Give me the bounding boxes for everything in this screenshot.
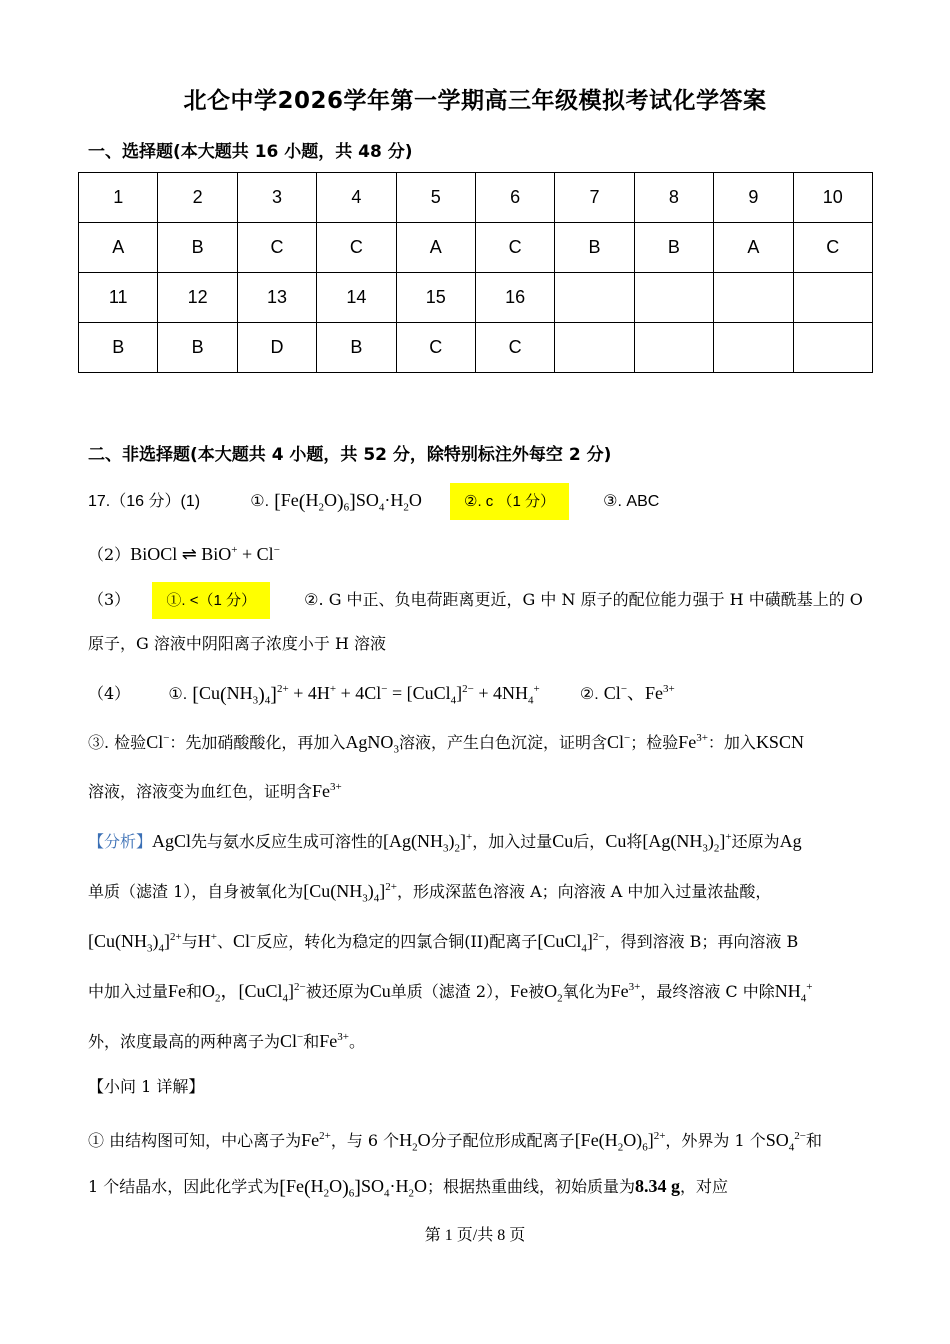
analysis-line <box>88 1025 365 1054</box>
formula: $[Fe(H_2O)_6]SO_4\cdot H_2O$ <box>274 490 422 514</box>
table-cell: 12 <box>158 273 237 323</box>
text: 还原为 <box>731 832 780 851</box>
text: 1 个结晶水，因此化学式为 <box>88 1177 280 1196</box>
text: 分子配位形成配离子 <box>430 1131 575 1150</box>
formula: Fe <box>510 981 529 1001</box>
table-cell: C <box>237 223 316 273</box>
table-cell: A <box>396 223 475 273</box>
formula: Cl− <box>146 732 170 752</box>
formula: Cl− <box>280 1031 304 1051</box>
table-cell <box>793 273 872 323</box>
table-cell: 8 <box>634 173 713 223</box>
table-cell: D <box>237 323 316 373</box>
table-cell: 3 <box>237 173 316 223</box>
formula: Cu <box>369 981 391 1001</box>
formula: Cl−、$Fe^{3+}$ <box>603 683 675 703</box>
analysis-line <box>88 875 771 911</box>
table-row <box>79 273 873 323</box>
formula: AgNO$_3$ <box>345 732 399 756</box>
formula: H+ <box>197 931 217 951</box>
table-cell <box>714 323 793 373</box>
mass-value: 8.34 g <box>635 1176 680 1196</box>
q17-part4-3-cont <box>88 775 342 804</box>
q17-part2 <box>88 538 280 567</box>
table-cell: B <box>158 323 237 373</box>
answer-text: ③. ABC <box>603 493 660 510</box>
text: ③. 检验 <box>88 733 147 752</box>
formula: Ag <box>779 831 802 851</box>
text: 和 <box>186 982 203 1001</box>
analysis-line <box>88 975 812 1011</box>
analysis-tag: 【分析】 <box>88 832 153 851</box>
formula: Cl− <box>232 931 257 951</box>
formula: $H_2O$ <box>399 1130 431 1154</box>
table-cell: 9 <box>714 173 793 223</box>
formula: $Fe^{3+}$ <box>678 732 708 752</box>
text: ；根据热重曲线，初始质量为 <box>426 1177 635 1196</box>
formula: $[Cu(NH_3)_4]^{2+} + 4H^+ + 4Cl^-$ = [CuCl$_4$]$^{2-}$ + $4NH_4^+$ <box>192 683 540 707</box>
text: ，与 6 个 <box>330 1131 400 1150</box>
section-choice-heading: 一、选择题(本大题共 16 小题，共 48 分) <box>88 142 413 162</box>
q17-part1 <box>88 488 659 520</box>
table-cell: 11 <box>79 273 158 323</box>
text: ，对应 <box>680 1177 729 1196</box>
table-cell: C <box>317 223 396 273</box>
table-cell: 5 <box>396 173 475 223</box>
highlighted-answer: ②. c （1 分） <box>450 483 569 520</box>
text: 中加入过量 <box>88 982 169 1001</box>
part-label: （3） <box>88 590 131 609</box>
table-cell: 1 <box>79 173 158 223</box>
answer-text: ②. G 中正、负电荷距离更近，G 中 N 原子的配位能力强于 H 中磺酰基上的 O <box>304 590 863 609</box>
q17-part3-cont: 原子，G 溶液中阴阳离子浓度小于 H 溶液 <box>88 634 386 653</box>
text: 、 <box>216 932 233 951</box>
table-cell <box>714 273 793 323</box>
text: ，最终溶液 C 中除 <box>640 982 775 1001</box>
text: ；检验 <box>630 733 679 752</box>
table-cell: 14 <box>317 273 396 323</box>
table-cell: B <box>79 323 158 373</box>
table-cell <box>634 323 713 373</box>
page-title: 北仑中学2026学年第一学期高三年级模拟考试化学答案 <box>183 88 767 114</box>
text: 与 <box>181 932 198 951</box>
text: 溶液，产生白色沉淀，证明含 <box>398 733 607 752</box>
formula: Cl− <box>606 732 631 752</box>
text: 反应，转化为稳定的四氯合铜(II)配离子 <box>256 932 538 951</box>
answer-label: ①. <box>168 686 188 703</box>
page-footer: 第 1 页/共 8 页 <box>424 1227 526 1244</box>
table-cell <box>793 323 872 373</box>
analysis-line <box>88 925 798 961</box>
formula: AgCl <box>152 831 192 851</box>
section-nonchoice-heading: 二、非选择题(本大题共 4 小题，共 52 分，除特别标注外每空 2 分) <box>88 445 612 465</box>
table-cell: B <box>555 223 634 273</box>
table-cell <box>555 323 634 373</box>
table-row <box>79 173 873 223</box>
text: 被 <box>528 982 545 1001</box>
text: 单质（滤渣 2）， <box>390 982 511 1001</box>
formula: $[Fe(H_2O)_6]SO_4\cdot H_2O$ <box>279 1176 427 1200</box>
analysis-line <box>88 825 802 861</box>
table-cell: 15 <box>396 273 475 323</box>
table-cell: B <box>317 323 396 373</box>
formula: $[Fe(H_2O)_6]^{2+}$ <box>574 1130 666 1154</box>
table-row <box>79 223 873 273</box>
text: 先与氨水反应生成可溶性的 <box>191 832 384 851</box>
table-cell: C <box>475 323 554 373</box>
answer-table <box>78 172 873 373</box>
part-label: （2） <box>88 545 131 564</box>
formula: $[Ag(NH_3)_2]^+$ <box>642 831 732 855</box>
table-cell: C <box>396 323 475 373</box>
formula: $Fe^{3+}$ <box>319 1031 349 1051</box>
text: 溶液，溶液变为血红色，证明含 <box>88 782 313 801</box>
formula: $O_2$，[CuCl$_4$]$^{2-}$ <box>202 981 306 1005</box>
text: ：先加硝酸酸化，再加入 <box>169 733 346 752</box>
formula: BiOCl ⇌ BiO+ + Cl− <box>130 544 280 564</box>
text: 和 <box>806 1131 823 1150</box>
table-cell: A <box>79 223 158 273</box>
text: ，外界为 1 个 <box>665 1131 766 1150</box>
table-cell: B <box>634 223 713 273</box>
formula: $Fe^{2+}$ <box>301 1130 331 1150</box>
table-cell: 6 <box>475 173 554 223</box>
text: ① 由结构图可知，中心离子为 <box>88 1131 302 1150</box>
formula: $Fe^{3+}$ <box>610 981 641 1001</box>
text: 将 <box>626 832 643 851</box>
q17-part3 <box>88 588 863 613</box>
table-cell: C <box>793 223 872 273</box>
answer-label: ②. <box>579 686 599 703</box>
text: 氧化为 <box>562 982 611 1001</box>
answer-label: ①. <box>250 493 270 510</box>
text: 后， <box>573 832 606 851</box>
text: ，加入过量 <box>472 832 553 851</box>
table-row <box>79 323 873 373</box>
table-cell: 10 <box>793 173 872 223</box>
formula: Cu <box>605 831 627 851</box>
table-cell: B <box>158 223 237 273</box>
text: ，形成深蓝色溶液 A；向溶液 A 中加入过量浓盐酸， <box>397 882 772 901</box>
formula: Cu <box>552 831 574 851</box>
table-cell: 7 <box>555 173 634 223</box>
q17-head: 17.（16 分）(1) <box>88 493 201 510</box>
table-cell: 2 <box>158 173 237 223</box>
q17-part4 <box>88 677 675 713</box>
formula: Fe <box>168 981 187 1001</box>
sub1-line <box>88 1174 728 1206</box>
table-cell: 13 <box>237 273 316 323</box>
highlighted-answer: ①. <（1 分） <box>152 582 270 619</box>
formula: $SO_4^{2-}$ <box>765 1130 806 1154</box>
formula: $[Cu(NH_3)_4]^{2+}$ <box>88 931 182 955</box>
table-cell: 4 <box>317 173 396 223</box>
formula: $[Cu(NH_3)_4]^{2+}$ <box>303 881 397 905</box>
text: 外，浓度最高的两种离子为 <box>88 1032 281 1051</box>
part-label: （4） <box>88 684 131 703</box>
text: 单质（滤渣 1），自身被氧化为 <box>88 882 304 901</box>
table-cell: A <box>714 223 793 273</box>
text: ：加入 <box>707 733 756 752</box>
table-cell: C <box>475 223 554 273</box>
formula: $Fe^{3+}$ <box>312 781 342 801</box>
formula: $NH_4^+$ <box>774 981 813 1005</box>
text: ，得到溶液 B；再向溶液 B <box>604 932 799 951</box>
formula: $[Ag(NH_3)_2]^+$ <box>383 831 473 855</box>
formula: $O_2$ <box>544 981 563 1005</box>
table-cell <box>634 273 713 323</box>
text: 被还原为 <box>305 982 370 1001</box>
formula: KSCN <box>755 732 804 752</box>
formula: [CuCl$_4$]$^{2-}$ <box>537 931 605 955</box>
table-cell <box>555 273 634 323</box>
q17-part4-3 <box>88 726 804 762</box>
sub1-line <box>88 1124 822 1160</box>
table-cell: 16 <box>475 273 554 323</box>
text: 。 <box>348 1032 365 1051</box>
sub1-heading: 【小问 1 详解】 <box>88 1077 205 1096</box>
text: 和 <box>303 1032 320 1051</box>
